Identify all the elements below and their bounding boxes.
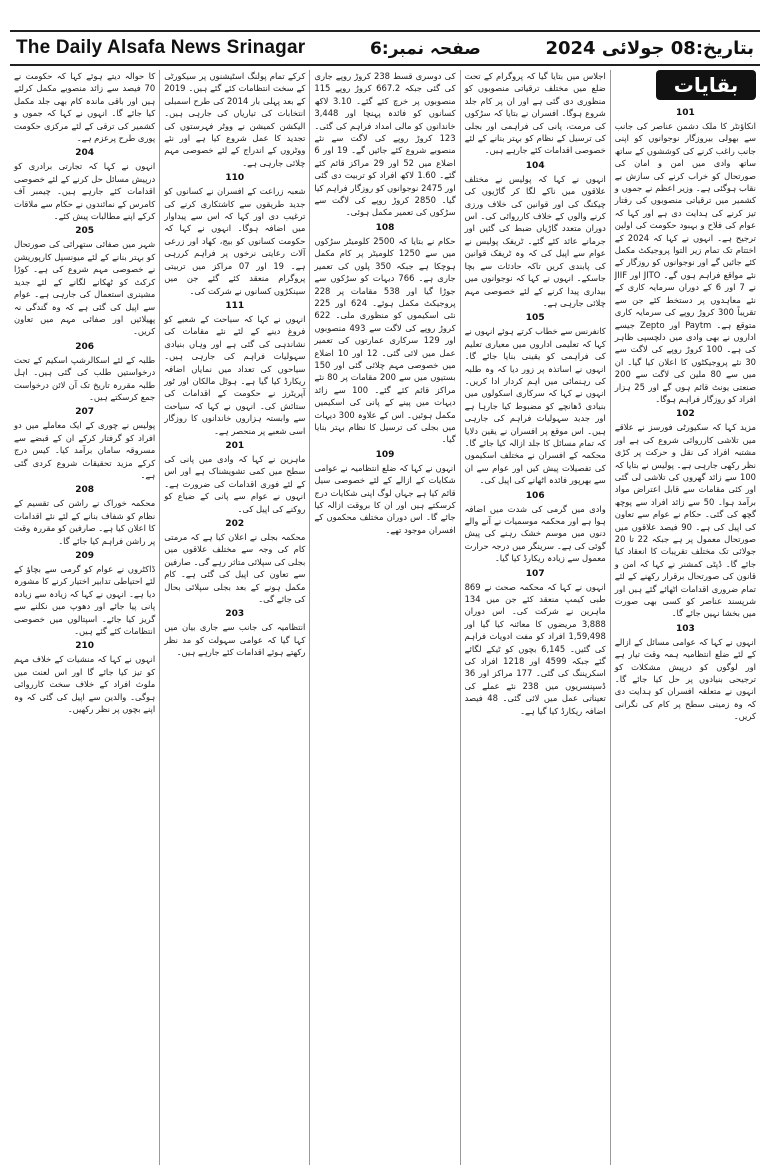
article-body: انکاؤنٹر کا ملک دشمن عناصر کی جانب سے بھولی بیروزگار نوجوانوں کو اپنی جانب راغب کرنے کی کوششوں کے ساتھ ساتھ وادی میں امن و امان کی صورتحال کو خراب کرنے کی سازش بے نقاب ہوگئی ہے۔ وزیر اعظم نے جموں و کشمیر میں ترقیاتی منصوبوں کی رفتار تیز کرنے کی ہدایت دی ہے اور کہا کہ عوام کی فلاح و بہبود حکومت کی اولین ترجیح ہے۔ انہوں نے کہا کہ 2024 کے اختتام تک تمام زیر التوا پروجیکٹ مکمل کئے جائیں گے اور نوجوانوں کو روزگار کے نئے مواقع فراہم ہوں گے۔ JITO اور JIIF نے 7 اور 6 کے دوران سرمایہ کاری کے نئے معاہدوں پر دستخط کئے جن سے تقریباً 300 کروڑ روپے کی سرمایہ کاری متوقع ہے۔ Paytm اور Zepto جیسے اداروں نے بھی وادی میں دلچسپی ظاہر کی ہے۔ 100 کروڑ روپے کی لاگت سے 30 نئے پروجیکٹوں کا اعلان کیا گیا۔ ان میں سے 80 ملین کی لاگت سے 200 صنعتی یونٹ قائم ہوں گے اور 25 ہزار افراد کو روزگار فراہم ہوگا۔: [614, 121, 757, 404]
column-4: [159, 70, 309, 1165]
article-number: 106: [525, 490, 545, 501]
article-number: 108: [375, 222, 395, 233]
article-number: 204: [75, 148, 94, 159]
publication-date: بتاریخ:08 جولائی 2024: [545, 37, 754, 59]
news-columns: [10, 70, 760, 1165]
article-body: کانفرنس سے خطاب کرتے ہوئے انہوں نے کہا کہ تعلیمی اداروں میں معیاری تعلیم کی فراہمی کو یقینی بنایا جائے گا۔ انہوں نے اساتذہ پر زور دیا کہ وہ طلبہ کی رہنمائی میں اہم کردار ادا کریں۔ انہوں نے کہا کہ سرکاری اسکولوں میں بنیادی ڈھانچے کو مضبوط کیا جارہا ہے اور جدید سہولیات فراہم کی جارہی ہیں۔ اس موقع پر افسران نے یقین دلایا کہ تمام مسائل کا جلد ازالہ کیا جائے گا۔ محکمہ کے افسران نے مختلف اسکیموں کی تفصیلات پیش کیں اور عوام سے ان سے بھرپور فائدہ اٹھانے کی اپیل کی۔: [464, 326, 606, 486]
article-body: کرکے تمام پولنگ اسٹیشنوں پر سیکورٹی کے سخت انتظامات کئے گئے ہیں۔ 2019 کے بعد پہلی بار 2014 کی طرح اسمبلی انتخابات کی تیاریاں کی جارہی ہیں۔ الیکشن کمیشن نے ووٹر فہرستوں کی تجدید کا عمل شروع کیا ہے اور نئے ووٹروں کے اندراج کے لئے خصوصی مہم چلائی جارہی ہے۔: [164, 71, 306, 168]
article-body: انہوں نے کہا کہ سیاحت کے شعبے کو فروغ دینے کے لئے نئے مقامات کی نشاندہی کی گئی ہے اور وہاں بنیادی سہولیات فراہم کی جارہی ہیں۔ سیاحوں کی تعداد میں نمایاں اضافہ ریکارڈ کیا گیا ہے۔ ہوٹل مالکان اور ٹور آپریٹرز نے حکومت کے اقدامات کی ستائش کی۔ انہوں نے کہا کہ سیاحت سے وابستہ ہزاروں خاندانوں کا روزگار اسی شعبے پر منحصر ہے۔: [164, 313, 306, 436]
article-body: وادی میں گرمی کی شدت میں اضافہ ہوا ہے اور محکمہ موسمیات نے آنے والے دنوں میں موسم خشک رہنے کی پیش گوئی کی ہے۔ سرینگر میں درجہ حرارت معمول سے زیادہ ریکارڈ کیا گیا۔: [464, 503, 606, 564]
article-number: 111: [225, 300, 245, 311]
column-2: [460, 70, 610, 1165]
article-number: 206: [75, 341, 94, 352]
article-body: انہوں نے کہا کہ عوامی مسائل کے ازالے کے لئے ضلع انتظامیہ ہمہ وقت تیار ہے اور لوگوں کو درپیش مشکلات کو ترجیحی بنیادوں پر حل کیا جائے گا۔ انہوں نے متعلقہ افسران کو ہدایت دی کہ وہ زمینی سطح پر کام کی نگرانی کریں۔: [614, 636, 756, 722]
article-body: مزید کہا کہ سکیورٹی فورسز نے علاقے میں تلاشی کارروائی شروع کی ہے اور مشتبہ افراد کی نقل و حرکت پر کڑی نظر رکھی جارہی ہے۔ پولیس نے بتایا کہ 100 سے زائد گھروں کی تلاشی لی گئی اور کئی مقامات سے قابل اعتراض مواد برآمد ہوا۔ 50 سے زائد افراد سے پوچھ گچھ کی گئی۔ حکام نے عوام سے تعاون کی اپیل کی ہے۔ 90 فیصد علاقوں میں صورتحال معمول پر ہے جبکہ 22 تا 20 جولائی تک مختلف تقریبات کا انعقاد کیا جائے گا۔ ڈپٹی کمشنر نے کہا کہ امن و قانون کی صورتحال برقرار رکھنے کے لئے تمام ضروری اقدامات اٹھائے گئے ہیں اور شرپسند عناصر کو کسی بھی صورت میں بخشا نہیں جائے گا۔: [614, 422, 756, 619]
article-body: اجلاس میں بتایا گیا کہ پروگرام کے تحت ضلع میں مختلف ترقیاتی منصوبوں کو منظوری دی گئی ہے اور ان پر کام جلد شروع ہوگا۔ افسران نے بتایا کہ سڑکوں کی مرمت، پانی کی فراہمی اور بجلی کی ترسیل کے نظام کو بہتر بنانے کے لئے خصوصی اقدامات کئے جارہے ہیں۔: [464, 71, 606, 156]
column-1: [610, 70, 760, 1165]
article-body: طلبہ کے لئے اسکالرشپ اسکیم کے تحت درخواستیں طلب کی گئی ہیں۔ اہل طلبہ مقررہ تاریخ تک آن لائن درخواست جمع کرسکتے ہیں۔: [13, 354, 156, 402]
article-body: انہوں نے کہا کہ تجارتی برادری کو درپیش مسائل حل کرنے کے لئے خصوصی اقدامات کئے جارہے ہیں۔ چیمبر آف کامرس کے نمائندوں نے حکام سے ملاقات کرکے اپنے مطالبات پیش کئے۔: [13, 161, 156, 222]
section-title: بقایات: [656, 70, 756, 100]
column-3: [309, 70, 459, 1165]
article-body: انہوں نے کہا کہ ضلع انتظامیہ نے عوامی شکایات کے ازالے کے لئے خصوصی سیل قائم کیا ہے جہاں لوگ اپنی شکایات درج کرسکتے ہیں اور ان کا بروقت ازالہ کیا جائے گا۔ اس دوران مختلف محکموں کے افسران موجود تھے۔: [314, 462, 456, 535]
column-5: [10, 70, 159, 1165]
article-number: 109: [375, 449, 395, 460]
article-body: شہر میں صفائی ستھرائی کی صورتحال کو بہتر بنانے کے لئے میونسپل کارپوریشن نے خصوصی مہم شروع کی ہے۔ کوڑا کرکٹ کو ٹھکانے لگانے کے لئے جدید مشینری استعمال کی جارہی ہے۔ عوام سے اپیل کی گئی ہے کہ وہ گندگی نہ پھیلائیں اور صفائی مہم میں تعاون کریں۔: [13, 239, 156, 337]
article-body: محکمہ بجلی نے اعلان کیا ہے کہ مرمتی کام کی وجہ سے مختلف علاقوں میں بجلی کی سپلائی متاثر رہے گی۔ صارفین سے تعاون کی اپیل کی گئی ہے۔ کام مکمل ہونے کے بعد بجلی سپلائی بحال کی جائے گی۔: [164, 532, 306, 605]
article-number: 203: [225, 609, 245, 620]
article-body: حکام نے بتایا کہ 2500 کلومیٹر سڑکوں میں سے 1250 کلومیٹر پر کام مکمل ہوچکا ہے جبکہ 350 پلوں کی تعمیر جاری ہے۔ 766 دیہات کو سڑکوں سے جوڑا گیا اور 538 مقامات پر 228 پروجیکٹ مکمل ہوئے۔ 624 اور 225 نئی اسکیموں کو منظوری ملی۔ 622 کروڑ روپے کی لاگت سے 493 منصوبوں اور 129 سرکاری عمارتوں کی تعمیر عمل میں لائی گئی۔ 12 اور 10 اضلاع میں خصوصی مہم چلائی گئی اور 150 بستیوں میں سے 200 مقامات پر 80 نئے مراکز قائم کئے گئے۔ 100 سے زائد دیہات میں پینے کے پانی کی اسکیمیں مکمل ہوئیں۔ اس کے علاوہ 300 دیہات میں بجلی کی ترسیل کا نظام بہتر بنایا گیا۔: [314, 235, 456, 445]
article-body: کا حوالہ دیتے ہوئے کہا کہ حکومت نے 70 فیصد سے زائد منصوبے مکمل کرلئے ہیں اور باقی ماندہ کام بھی جلد مکمل کیا جائے گا۔ انہوں نے کہا کہ جموں و کشمیر کی ترقی کے لئے مرکزی حکومت پوری طرح پرعزم ہے۔: [13, 71, 156, 144]
article-number: 209: [75, 551, 94, 561]
article-body: انہوں نے کہا کہ پولیس نے مختلف علاقوں میں ناکے لگا کر گاڑیوں کی چیکنگ کی اور قوانین کی خلاف ورزی کرنے والوں کے خلاف کارروائی کی۔ اس دوران متعدد گاڑیاں ضبط کی گئیں اور جرمانے عائد کئے گئے۔ ٹریفک پولیس نے عوام سے اپیل کی کہ وہ ٹریفک قوانین کی پابندی کریں تاکہ حادثات سے بچا جاسکے۔ انہوں نے کہا کہ نوجوانوں میں بیداری پیدا کرنے کے لئے خصوصی مہم چلائی جارہی ہے۔: [464, 173, 606, 308]
article-number: 202: [225, 519, 245, 529]
article-body: انتظامیہ کی جانب سے جاری بیان میں کہا گیا کہ عوامی سہولت کو مد نظر رکھتے ہوئے اقدامات کئے جارہے ہیں۔: [164, 622, 306, 658]
article-body: کی دوسری قسط 238 کروڑ روپے جاری کی گئی جبکہ 667.2 کروڑ روپے 115 منصوبوں پر خرچ کئے گئے۔ 3.10 لاکھ کسانوں کو فائدہ پہنچا اور 3,448 خاندانوں کو مالی امداد فراہم کی گئی۔ 123 کروڑ روپے کی لاگت سے نئے منصوبے شروع کئے جائیں گے۔ 19 اور 6 اضلاع میں 52 اور 29 مراکز قائم کئے گئے۔ 1.60 لاکھ افراد کو تربیت دی گئی اور 2475 نوجوانوں کو روزگار فراہم کیا گیا۔ 2850 کروڑ روپے کی لاگت سے سڑکوں کی تعمیر مکمل ہوئی۔: [314, 71, 456, 218]
article-number: 104: [525, 160, 545, 171]
article-number: 107: [525, 568, 545, 579]
article-body: انہوں نے کہا کہ محکمہ صحت نے 869 طبی کیمپ منعقد کئے جن میں 134 ماہرین نے شرکت کی۔ اس دوران 3,888 مریضوں کا معائنہ کیا گیا اور 1,59,498 افراد کو مفت ادویات فراہم کی گئیں۔ 6,145 بچوں کو ٹیکے لگائے گئے جبکہ 4599 اور 1218 افراد کی اسکریننگ کی گئی۔ 177 مراکز اور 36 ڈسپنسریوں میں 238 نئے عملے کی تعیناتی عمل میں لائی گئی۔ 48 فیصد اضافہ ریکارڈ کیا گیا ہے۔: [464, 581, 606, 716]
article-number: 101: [676, 108, 695, 118]
article-body: محکمہ خوراک نے راشن کی تقسیم کے نظام کو شفاف بنانے کے لئے نئے اقدامات کا اعلان کیا ہے۔ صارفین کو مقررہ وقت پر راشن فراہم کیا جائے گا۔: [13, 498, 156, 546]
article-body: شعبہ زراعت کے افسران نے کسانوں کو جدید طریقوں سے کاشتکاری کرنے کی ترغیب دی اور کہا کہ اس سے پیداوار میں اضافہ ہوگا۔ انہوں نے کہا کہ حکومت کسانوں کو بیج، کھاد اور زرعی آلات رعایتی نرخوں پر فراہم کررہی ہے۔ 19 اور 07 مراکز میں تربیتی پروگرام منعقد کئے گئے جن میں سینکڑوں کسانوں نے شرکت کی۔: [164, 186, 306, 296]
article-number: 103: [676, 623, 695, 634]
article-number: 110: [225, 173, 245, 184]
page-number: صفحہ نمبر:6: [370, 38, 481, 59]
article-body: ماہرین نے کہا کہ وادی میں پانی کی سطح میں کمی تشویشناک ہے اور اس کے لئے فوری اقدامات کی ضرورت ہے۔ انہوں نے عوام سے پانی کے ضیاع کو روکنے کی اپیل کی۔: [164, 453, 306, 514]
article-number: 201: [225, 440, 245, 451]
article-body: ڈاکٹروں نے عوام کو گرمی سے بچاؤ کے لئے احتیاطی تدابیر اختیار کرنے کا مشورہ دیا ہے۔ انہوں نے کہا کہ زیادہ سے زیادہ پانی پیا جائے اور دھوپ میں نکلنے سے گریز کیا جائے۔ اسپتالوں میں خصوصی انتظامات کئے گئے ہیں۔: [13, 564, 156, 637]
article-number: 210: [75, 641, 94, 652]
article-number: 208: [75, 485, 94, 496]
newspaper-name: The Daily Alsafa News Srinagar: [16, 37, 306, 58]
article-body: پولیس نے چوری کے ایک معاملے میں دو افراد کو گرفتار کرکے ان کے قبضے سے مسروقہ سامان برآمد کیا۔ کیس درج کرکے مزید تحقیقات شروع کردی گئی ہے۔: [13, 420, 156, 480]
masthead: [10, 30, 760, 66]
article-number: 205: [75, 226, 94, 237]
article-number: 105: [525, 313, 545, 324]
article-number: 207: [75, 407, 94, 418]
article-body: انہوں نے کہا کہ منشیات کے خلاف مہم کو تیز کیا جائے گا اور اس لعنت میں ملوث افراد کے خلاف سخت کارروائی ہوگی۔ والدین سے اپیل کی گئی کہ وہ اپنے بچوں پر نظر رکھیں۔: [13, 654, 156, 715]
article-number: 102: [676, 409, 695, 420]
